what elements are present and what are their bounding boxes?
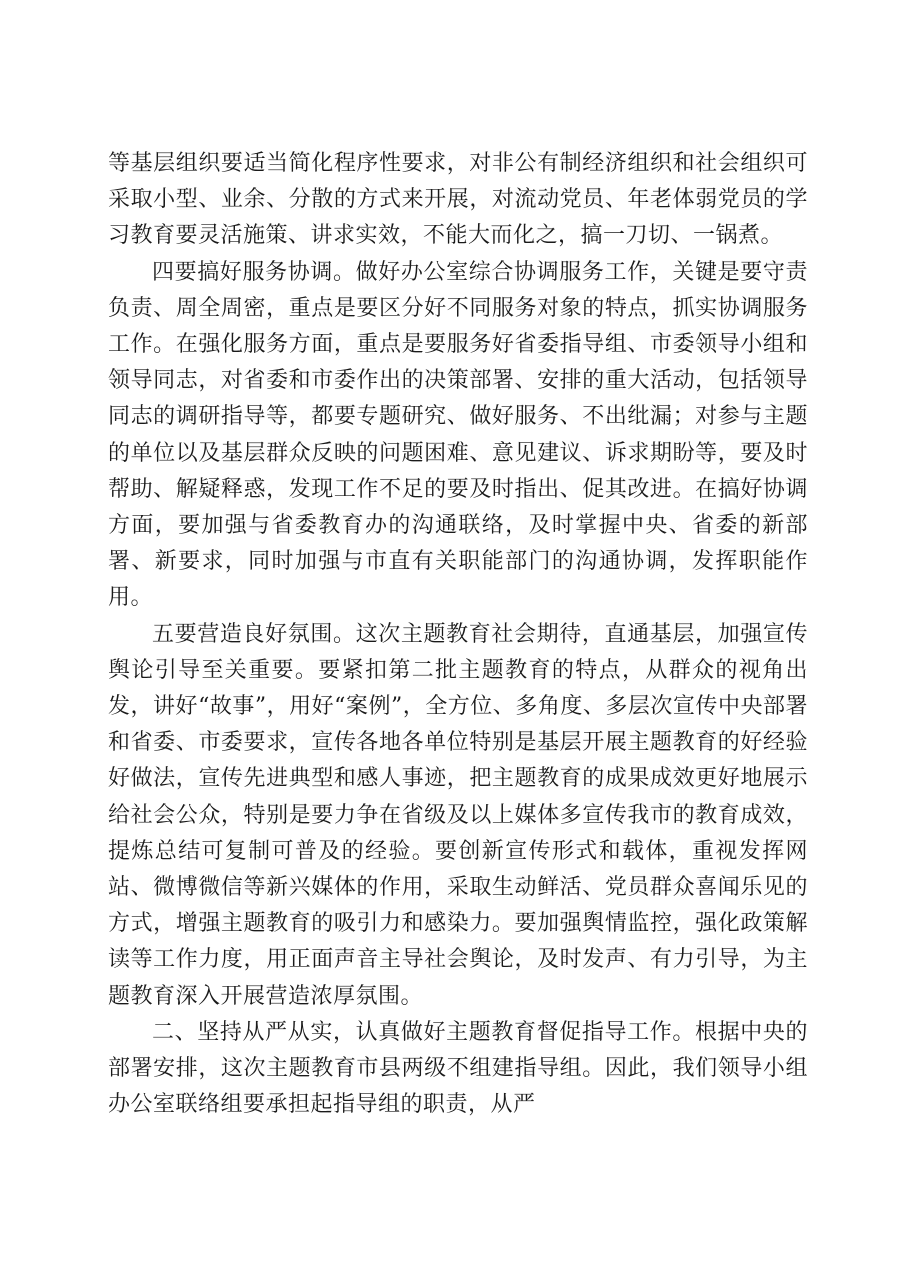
paragraph-atmosphere: 五要营造良好氛围。这次主题教育社会期待，直通基层，加强宣传舆论引导至关重要。要紧扣第二批主题教育的特点，从群众的视角出发，讲好“故事”，用好“案例”，全方位、多角度、多层次宣传中央部署和省委、市委要求，宣传各地各单位特别是基层开展主题教育的好经验好做法，宣传先进典型和感人事迹，把主题教育的成果成效更好地展示给社会公众，特别是要力争在省级及以上媒体多宣传我市的教育成效，提炼总结可复制可普及的经验。要创新宣传形式和载体，重视发挥网站、微博微信等新兴媒体的作用，采取生动鲜活、党员群众喜闻乐见的方式，增强主题教育的吸引力和感染力。要加强舆情监控，强化政策解读等工作力度，用正面声音主导社会舆论，及时发声、有力引导，为主题教育深入开展营造浓厚氛围。	[108, 621, 808, 1009]
paragraph-service-coordination: 四要搞好服务协调。做好办公室综合协调服务工作，关键是要守责负责、周全周密，重点是要区分好不同服务对象的特点，抓实协调服务工作。在强化服务方面，重点是要服务好省委指导组、市委领导小组和领导同志，对省委和市委作出的决策部署、安排的重大活动，包括领导同志的调研指导等，都要专题研究、做好服务、不出纰漏；对参与主题的单位以及基层群众反映的问题困难、意见建议、诉求期盼等，要及时帮助、解疑释惑，发现工作不足的要及时指出、促其改进。在搞好协调方面，要加强与省委教育办的沟通联络，及时掌握中央、省委的新部署、新要求，同时加强与市直有关职能部门的沟通协调，发挥职能作用。	[108, 259, 808, 611]
paragraph-basic-org-requirements: 等基层组织要适当简化程序性要求，对非公有制经济组织和社会组织可采取小型、业余、分散的方式来开展，对流动党员、年老体弱党员的学习教育要灵活施策、讲求实效，不能大而化之，搞一刀切、一锅煮。	[108, 151, 808, 249]
paragraph-supervision: 二、坚持从严从实，认真做好主题教育督促指导工作。根据中央的部署安排，这次主题教育市县两级不组建指导组。因此，我们领导小组办公室联络组要承担起指导组的职责，从严	[108, 1019, 808, 1118]
document-page	[108, 146, 808, 1123]
